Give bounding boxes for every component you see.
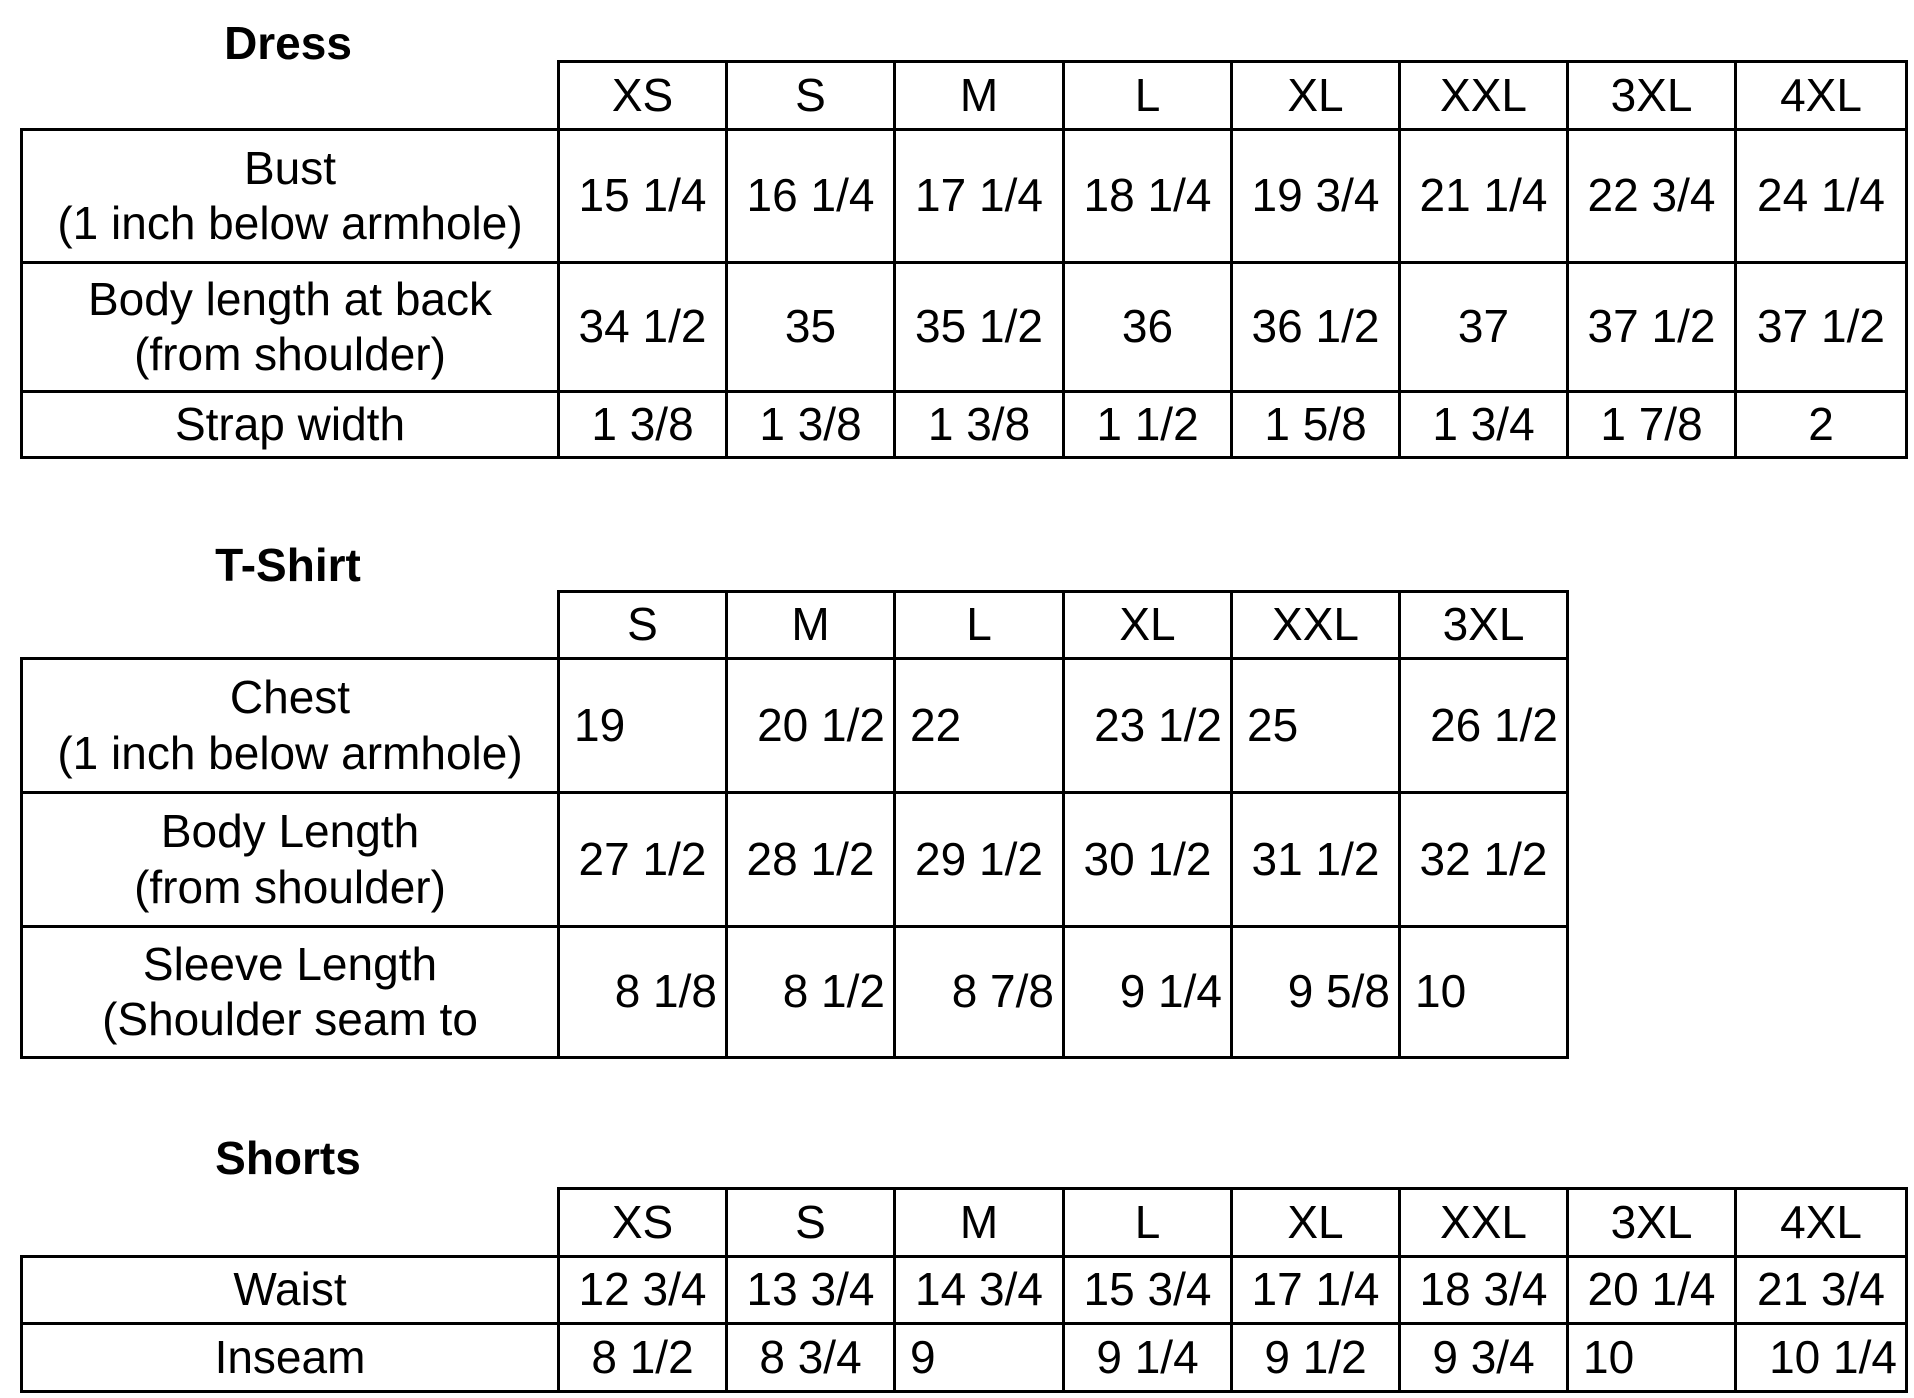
measurement-value-cell: 9 3/4 [1432, 1330, 1535, 1383]
size-header-cell: XL [1287, 68, 1344, 121]
measurement-value-cell: 8 1/8 [614, 965, 717, 1018]
measurement-value-cell: 17 1/4 [915, 169, 1043, 222]
measurement-value-cell: 31 1/2 [1251, 832, 1380, 885]
measurement-label [23, 660, 557, 791]
column-divider [1905, 60, 1908, 459]
measurement-value-cell: 37 1/2 [1757, 300, 1885, 353]
size-header-cell: L [1134, 68, 1161, 121]
measurement-value-cell: 35 [784, 300, 837, 353]
section-title: Dress [224, 17, 352, 69]
size-header-cell: 4XL [1780, 68, 1862, 121]
measurement-value-cell: 18 3/4 [1419, 1263, 1548, 1316]
size-header-cell: S [627, 598, 658, 651]
measurement-value-cell: 9 5/8 [1287, 965, 1390, 1018]
measurement-label-line: (1 inch below armhole) [57, 726, 523, 779]
measurement-value-cell: 17 1/4 [1251, 1263, 1380, 1316]
size-header-cell: XXL [1272, 598, 1359, 651]
size-header-cell: 3XL [1610, 1195, 1693, 1248]
measurement-value-cell: 9 1/4 [1096, 1330, 1199, 1383]
measurement-value-cell: 8 1/2 [591, 1330, 694, 1383]
measurement-value-cell: 15 3/4 [1083, 1263, 1212, 1316]
measurement-value-cell: 1 3/8 [927, 397, 1031, 450]
section-title: T-Shirt [215, 539, 361, 591]
measurement-value-cell: 30 1/2 [1083, 832, 1212, 885]
row-divider [20, 1056, 1569, 1059]
measurement-label-line: Strap width [174, 397, 406, 450]
size-header-cell: XXL [1440, 1195, 1527, 1248]
measurement-label-line: (1 inch below armhole) [57, 197, 523, 249]
column-divider [1905, 1187, 1908, 1393]
measurement-label-line: Sleeve Length [142, 937, 438, 990]
measurement-value-cell: 12 3/4 [578, 1263, 707, 1316]
measurement-value-cell: 24 1/4 [1757, 169, 1885, 222]
measurement-value-cell: 27 1/2 [578, 832, 707, 885]
measurement-value-cell: 19 3/4 [1251, 169, 1380, 222]
measurement-value-cell: 36 [1121, 300, 1174, 353]
measurement-value-cell: 35 1/2 [915, 300, 1043, 353]
measurement-value-cell: 20 1/2 [757, 698, 885, 751]
measurement-label [23, 928, 557, 1056]
measurement-value-cell: 1 7/8 [1600, 397, 1703, 450]
measurement-value-cell: 23 1/2 [1094, 698, 1222, 751]
measurement-label-line: Waist [233, 1263, 347, 1316]
measurement-value-cell: 10 1/4 [1769, 1330, 1897, 1383]
size-header-cell: 3XL [1442, 598, 1525, 651]
measurement-label-line: Inseam [214, 1330, 366, 1383]
row-divider [20, 1390, 1908, 1393]
measurement-value-cell: 10 [1415, 965, 1467, 1018]
measurement-value-cell: 36 1/2 [1251, 300, 1380, 353]
measurement-value-cell: 9 [910, 1330, 936, 1383]
size-header-cell: XL [1119, 598, 1176, 651]
measurement-value-cell: 28 1/2 [746, 832, 875, 885]
measurement-value-cell: 34 1/2 [578, 300, 707, 353]
measurement-value-cell: 29 1/2 [915, 832, 1043, 885]
section-title: Shorts [215, 1132, 361, 1184]
measurement-label [23, 1258, 557, 1322]
measurement-label [23, 794, 557, 925]
measurement-label [23, 131, 557, 261]
measurement-value-cell: 25 [1247, 698, 1299, 751]
size-header-cell: XS [611, 1195, 674, 1248]
measurement-value-cell: 26 1/2 [1430, 698, 1558, 751]
measurement-value-cell: 8 7/8 [951, 965, 1054, 1018]
measurement-label-line: Body length at back [87, 272, 493, 325]
measurement-label-line: (Shoulder seam to [102, 993, 478, 1045]
measurement-value-cell: 15 1/4 [578, 169, 707, 222]
measurement-value-cell: 1 3/8 [591, 397, 694, 450]
measurement-value-cell: 1 5/8 [1264, 397, 1367, 450]
size-header-cell: 4XL [1780, 1195, 1862, 1248]
measurement-value-cell: 9 1/4 [1119, 965, 1222, 1018]
size-header-cell: S [795, 1195, 826, 1248]
measurement-value-cell: 10 [1583, 1330, 1635, 1383]
measurement-value-cell: 1 1/2 [1096, 397, 1199, 450]
measurement-value-cell: 2 [1808, 397, 1834, 450]
measurement-value-cell: 8 3/4 [759, 1330, 862, 1383]
measurement-value-cell: 22 [910, 698, 962, 751]
measurement-value-cell: 16 1/4 [746, 169, 875, 222]
measurement-label-line: (from shoulder) [134, 328, 446, 380]
measurement-label-line: Chest [229, 671, 351, 724]
measurement-value-cell: 1 3/8 [759, 397, 862, 450]
size-header-cell: XXL [1440, 68, 1527, 121]
measurement-label-line: (from shoulder) [134, 860, 446, 913]
measurement-value-cell: 8 1/2 [782, 965, 885, 1018]
measurement-value-cell: 14 3/4 [915, 1263, 1043, 1316]
row-divider [20, 456, 1908, 459]
measurement-value-cell: 21 1/4 [1419, 169, 1548, 222]
size-header-cell: M [959, 1195, 999, 1248]
size-header-cell: 3XL [1610, 68, 1693, 121]
size-header-cell: L [966, 598, 992, 651]
column-divider [1566, 590, 1569, 1059]
measurement-value-cell: 13 3/4 [746, 1263, 875, 1316]
measurement-label [23, 393, 557, 456]
measurement-label [23, 1325, 557, 1390]
measurement-value-cell: 37 1/2 [1587, 300, 1716, 353]
size-header-cell: XL [1287, 1195, 1344, 1248]
measurement-value-cell: 22 3/4 [1587, 169, 1716, 222]
size-header-cell: L [1134, 1195, 1161, 1248]
measurement-value-cell: 9 1/2 [1264, 1330, 1367, 1383]
measurement-value-cell: 32 1/2 [1419, 832, 1548, 885]
measurement-label-line: Bust [243, 141, 337, 194]
measurement-value-cell: 19 [574, 698, 626, 751]
measurement-value-cell: 18 1/4 [1083, 169, 1212, 222]
size-header-cell: M [959, 68, 999, 121]
size-header-cell: XS [611, 68, 674, 121]
measurement-label-line: Body Length [160, 805, 420, 858]
measurement-label [23, 264, 557, 390]
measurement-value-cell: 20 1/4 [1587, 1263, 1716, 1316]
measurement-value-cell: 1 3/4 [1432, 397, 1535, 450]
measurement-value-cell: 21 3/4 [1757, 1263, 1885, 1316]
measurement-value-cell: 37 [1457, 300, 1510, 353]
size-header-cell: S [795, 68, 826, 121]
size-header-cell: M [791, 598, 830, 651]
